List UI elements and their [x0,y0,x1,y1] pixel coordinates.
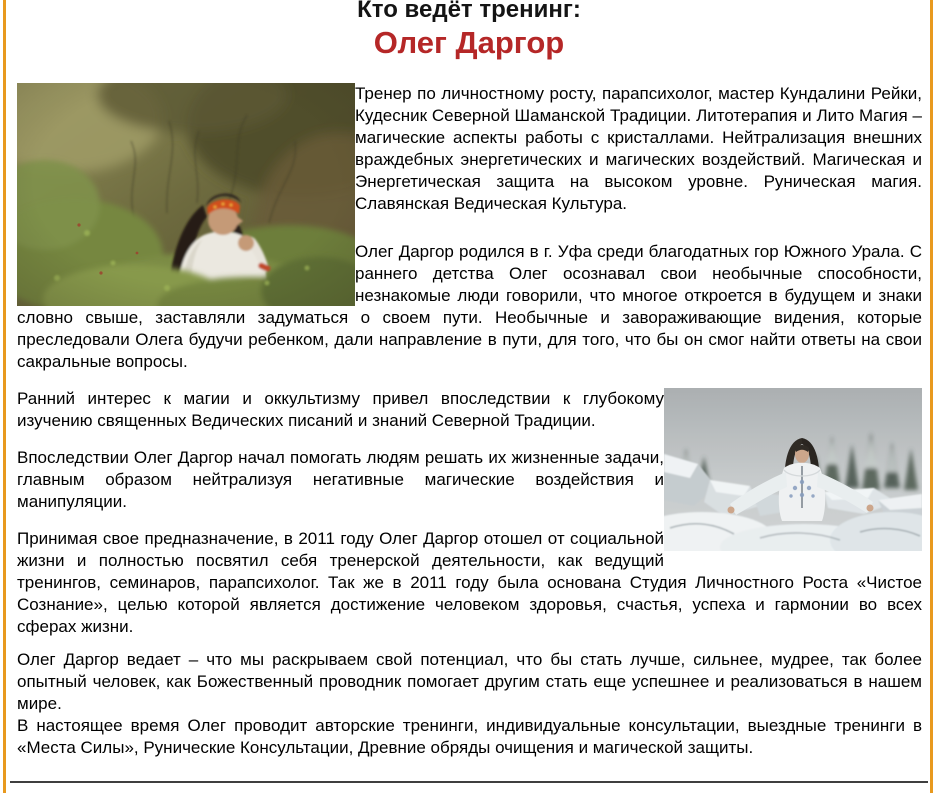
paragraph-2011-studio: Принимая свое предназначение, в 2011 году Олег Даргор отошел от социальной жизни и полностью посвятил себя тренерской деятельности, как ведущий тренингов, семинаров, парапсихолог. Так же в 2011 году была основана Студия Личностного Роста «Чистое Сознание», целью которой является достижение человеком здоровья, счастья, успеха и гармонии во всех сферах жизни. [17,529,922,636]
left-border [3,0,6,793]
paragraph-current-activity: В настоящее время Олег проводит авторские тренинги, индивидуальные консультации, выездные тренинги в «Места Силы», Рунические Консультации, Древние обряды очищения и магической защиты. [17,716,922,757]
right-border [930,0,933,793]
snow-photo-illustration [664,388,922,551]
page-supertitle: Кто ведёт тренинг: [357,0,581,23]
bottom-divider [10,781,928,783]
header [0,0,938,61]
paragraph-birth-story: Олег Даргор родился в г. Уфа среди благодатных гор Южного Урала. С раннего детства Олег осознавал свои необычные способности, незнакомые люди говорили, что многое откроется в будущем и знаки словно свыше, заставляли задуматься о своем пути. Необычные и завораживающие видения, которые преследовали Олега будучи ребенком, дали направление в пути, для того, что бы он смог найти ответы на свои сакральные вопросы. [17,242,922,371]
article [17,61,922,759]
photo-oleg-nature [17,83,355,306]
paragraph-vedaet: Олег Даргор ведает – что мы раскрываем свой потенциал, что бы стать лучше, сильнее, мудрее, так более опытный человек, как Божественный проводник помогает другим стать еще успешнее и реализоваться в нашем мире. [17,650,922,713]
nature-photo-illustration [17,83,355,306]
paragraph-helping-people: Впоследствии Олег Даргор начал помогать людям решать их жизненные задачи, главным образом нейтрализуя негативные магические воздействия и манипуляции. [17,448,664,511]
paragraph-trainer-bio: Тренер по личностному росту, парапсихолог, мастер Кундалини Рейки, Кудесник Северной Шаманской Традиции. Литотерапия и Лито Магия – магические аспекты работы с кристаллами. Нейтрализация внешних враждебных энергетических и магических воздействий. Магическая и Энергетическая защита на высоком уровне. Руническая магия. Славянская Ведическая Культура. [355,84,922,213]
photo-oleg-snow [664,388,922,551]
paragraph-early-interest: Ранний интерес к магии и оккультизму привел впоследствии к глубокому изучению священных Ведических писаний и знаний Северной Традиции. [17,389,664,430]
page-title: Олег Даргор [373,25,565,60]
